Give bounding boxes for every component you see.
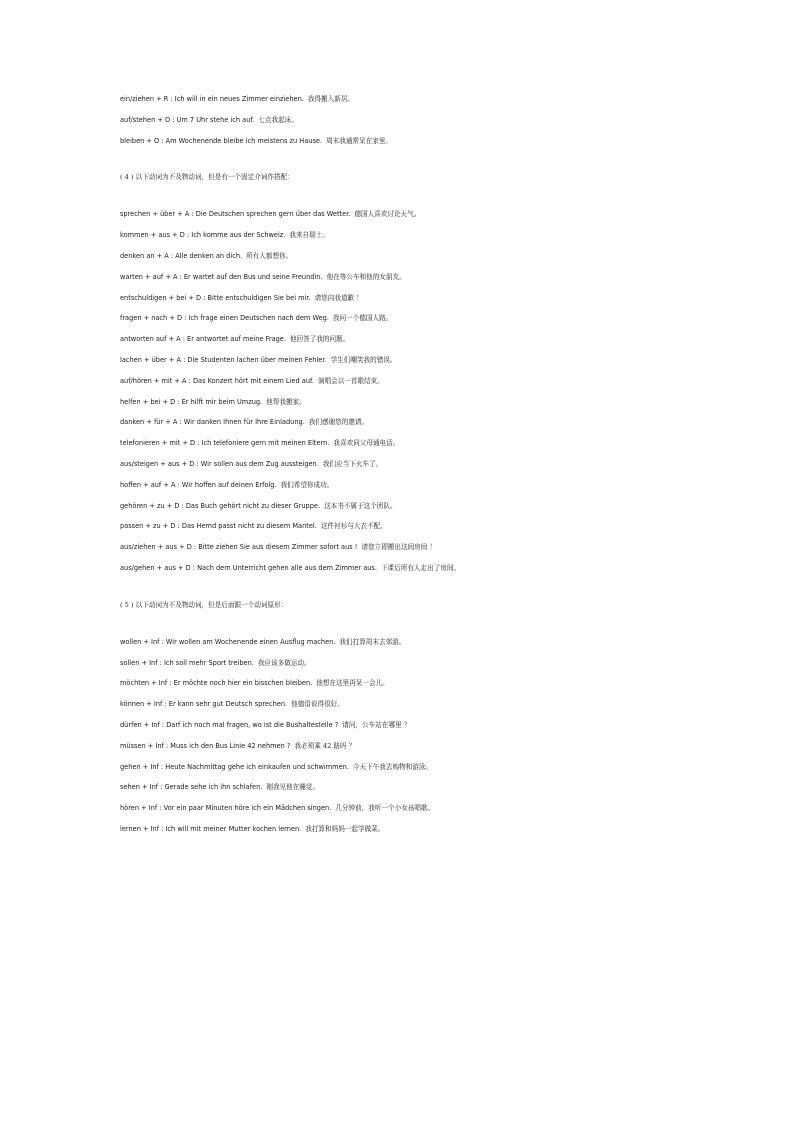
example-line <box>120 210 760 219</box>
german-text: aus/steigen + aus + D : Wir sollen aus dem Zug aussteigen. <box>120 459 319 468</box>
example-line <box>120 804 760 813</box>
chinese-translation: 我们打算周末去郊游。 <box>339 637 406 646</box>
chinese-translation: 我必须乘 42 路吗 ？ <box>294 741 356 750</box>
german-text: hören + Inf : Vor ein paar Minuten höre ich ein Mädchen singen. <box>120 804 332 813</box>
chinese-translation: 请您向我道歉 ！ <box>314 293 363 302</box>
chinese-translation: 我喜欢同父母通电话。 <box>333 439 400 448</box>
german-text: warten + auf + A : Er wartet auf den Bus und seine Freundin. <box>120 272 323 281</box>
example-line <box>120 314 760 323</box>
section-5-list <box>120 638 760 834</box>
chinese-translation: 今天下午我去购物和游泳。 <box>352 762 433 771</box>
example-line <box>120 273 760 282</box>
german-text: wollen + Inf : Wir wollen am Wochenende einen Ausflug machen. <box>120 637 336 646</box>
example-line <box>120 783 760 792</box>
german-text: auf/hören + mit + A : Das Konzert hört mit einem Lied auf. <box>120 376 314 385</box>
chinese-translation: 他回答了我的问题。 <box>289 335 350 344</box>
document-page <box>120 95 760 846</box>
german-text: denken an + A : Alle denken an dich. <box>120 251 243 260</box>
example-line <box>120 638 760 647</box>
german-text: danken + für + A : Wir danken Ihnen für Ihre Einladung. <box>120 418 305 427</box>
example-line <box>120 481 760 490</box>
example-line <box>120 742 760 751</box>
example-line <box>120 356 760 365</box>
example-line <box>120 398 760 407</box>
german-text: müssen + Inf : Muss ich den Bus Linie 42 nehmen ? <box>120 741 291 750</box>
german-text: hoffen + auf + A : Wir hoffen auf deinen Erfolg. <box>120 480 277 489</box>
example-line <box>120 377 760 386</box>
german-text: entschuldigen + bei + D : Bitte entschuldigen Sie bei mir. <box>120 293 311 302</box>
german-text: helfen + bei + D : Er hilft mir beim Umzug. <box>120 397 263 406</box>
example-line <box>120 231 760 240</box>
german-text: gehen + Inf : Heute Nachmittag gehe ich einkaufen und schwimmen. <box>120 762 349 771</box>
german-text: auf/stehen + O : Um 7 Uhr stehe ich auf. <box>120 115 255 124</box>
example-line <box>120 721 760 730</box>
chinese-translation: 请问，公车站在哪里 ？ <box>342 720 411 729</box>
example-line <box>120 439 760 448</box>
german-text: aus/gehen + aus + D : Nach dem Unterricht gehen alle aus dem Zimmer aus. <box>120 563 377 572</box>
german-text: lernen + Inf : Ich will mit meiner Mutter kochen lernen. <box>120 824 302 833</box>
example-line <box>120 763 760 772</box>
example-line <box>120 502 760 511</box>
example-line <box>120 252 760 261</box>
chinese-translation: 他帮我搬家。 <box>266 397 306 406</box>
german-text: ein/ziehen + R : Ich will in ein neues Zimmer einziehen. <box>120 95 304 103</box>
german-text: kommen + aus + D : Ich komme aus der Schweiz. <box>120 231 286 240</box>
chinese-translation: 请您立即搬出这间房间 ！ <box>361 543 437 552</box>
german-text: lachen + über + A : Die Studenten lachen über meinen Fehler. <box>120 355 327 364</box>
example-line <box>120 679 760 688</box>
german-text: fragen + nach + D : Ich frage einen Deutschen nach dem Weg. <box>120 314 329 323</box>
chinese-translation: 所有人都想你。 <box>246 251 293 260</box>
example-line <box>120 659 760 668</box>
example-line <box>120 564 760 573</box>
chinese-translation: 我应该多做运动。 <box>257 658 311 667</box>
chinese-translation: 我来自瑞士。 <box>289 231 329 240</box>
chinese-translation: 这本书不属于这个团队。 <box>324 501 397 510</box>
chinese-translation: 演唱会以一首歌结束。 <box>317 376 384 385</box>
chinese-translation: 我得搬入新居。 <box>307 95 355 103</box>
chinese-translation: 七点我起床。 <box>258 115 298 124</box>
chinese-translation: 下课后所有人走出了房间。 <box>380 563 461 572</box>
chinese-translation: 学生们嘲笑我的错误。 <box>330 355 397 364</box>
chinese-translation: 几分钟前，我听一个小女孩唱歌。 <box>335 804 435 813</box>
section-heading-5: ( 5 ) 以下动词为不及物动词，但是后面跟一个动词原形： <box>120 600 288 609</box>
chinese-translation: 我们感谢您的邀请。 <box>308 418 369 427</box>
example-line <box>120 825 760 834</box>
german-text: passen + zu + D : Das Hemd passt nicht zu diesem Mantel. <box>120 522 317 531</box>
example-line <box>120 335 760 344</box>
chinese-translation: 他想在这里再呆一会儿。 <box>316 679 389 688</box>
german-text: bleiben + O : Am Wochenende bleibe ich meistens zu Hause. <box>120 136 323 145</box>
group-1 <box>120 95 760 146</box>
example-line <box>120 116 760 125</box>
chinese-translation: 刚我见他在睡觉。 <box>266 783 320 792</box>
example-line <box>120 294 760 303</box>
section-heading-4: ( 4 ) 以下动词为不及物动词，但是有一个固定介词作搭配： <box>120 173 294 182</box>
chinese-translation: 这件衬衫与大衣不配。 <box>320 522 387 531</box>
german-text: dürfen + Inf : Darf ich noch mal fragen, wo ist die Bushaltestelle ? <box>120 720 339 729</box>
german-text: gehören + zu + D : Das Buch gehört nicht zu dieser Gruppe. <box>120 501 321 510</box>
chinese-translation: 我打算和妈妈一起学做菜。 <box>305 824 385 833</box>
example-line <box>120 418 760 427</box>
example-line <box>120 137 760 146</box>
example-line <box>120 95 760 104</box>
example-line <box>120 700 760 709</box>
german-text: sehen + Inf : Gerade sehe ich ihn schlafen. <box>120 783 263 792</box>
chinese-translation: 我们希望你成功。 <box>280 480 334 489</box>
chinese-translation: 我们应当下火车了。 <box>322 459 383 468</box>
chinese-translation: 我问一个德国人路。 <box>332 314 393 323</box>
example-line <box>120 460 760 469</box>
section-4-list <box>120 210 760 573</box>
chinese-translation: 他德语说得很好。 <box>291 700 344 709</box>
german-text: antworten auf + A : Er antwortet auf meine Frage. <box>120 335 286 344</box>
example-line <box>120 522 760 531</box>
german-text: telefonieren + mit + D : Ich telefoniere gern mit meinen Eltern. <box>120 439 330 448</box>
german-text: möchten + Inf : Er möchte noch hier ein bisschen bleiben. <box>120 679 313 688</box>
chinese-translation: 德国人喜欢讨论天气。 <box>354 210 421 219</box>
german-text: sollen + Inf : Ich soll mehr Sport treiben. <box>120 658 254 667</box>
german-text: können + Inf : Er kann sehr gut Deutsch sprechen. <box>120 700 288 709</box>
example-line <box>120 543 760 552</box>
german-text: aus/ziehen + aus + D : Bitte ziehen Sie aus diesem Zimmer sofort aus ! <box>120 543 358 552</box>
chinese-translation: 周末我通常呆在家里。 <box>326 136 392 145</box>
german-text: sprechen + über + A : Die Deutschen sprechen gern über das Wetter. <box>120 210 351 219</box>
chinese-translation: 他在等公车和他的女朋友。 <box>326 272 406 281</box>
